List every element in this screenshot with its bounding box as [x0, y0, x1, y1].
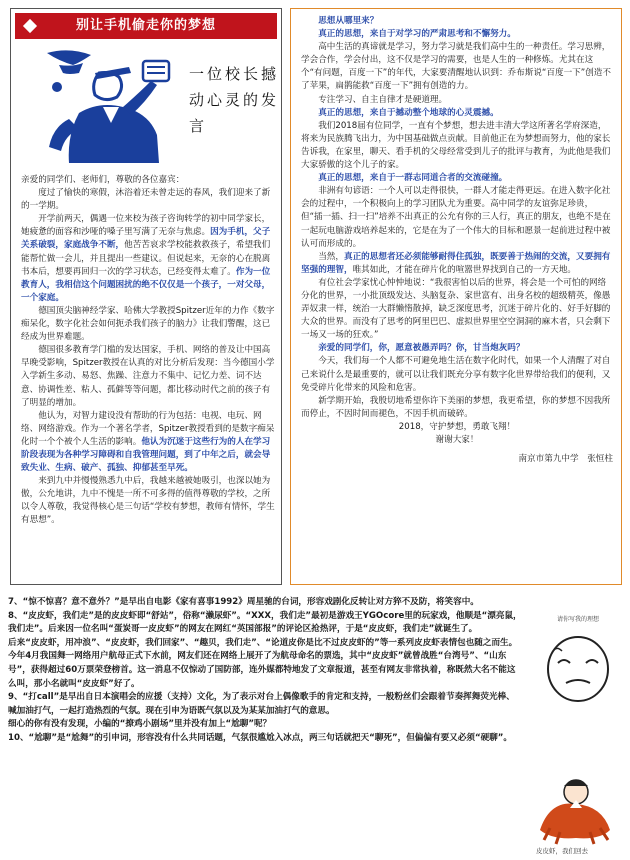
graduate-illustration-icon [39, 43, 189, 171]
shrimp-meme-box [530, 770, 622, 858]
paragraph [21, 213, 277, 305]
glossary-item: 8、“皮皮虾，我们走”是的皮皮虾即“舒站”，俗称“濑尿虾”。“XXX，我们走”最初是游戏王YGOcore里的玩家戏，他顺是“漂亮鼠，我们走”。后来因一位名叫“蛋炭哥一皮皮虾”的网友在网红“英国部报”的评论区抢热评，于是“皮皮虾，我们走”就诞生了。 [8, 610, 522, 635]
closing-line: 谢谢大家！ [435, 435, 479, 445]
section-heading: 思想从哪里来？ [318, 16, 379, 26]
headline: 一位校长撼动心灵的发言 [189, 65, 280, 135]
highlight-text: 真正的思想者还必须能够耐得住孤独，既要善于热闹的交流，又要拥有坚强的理智， [301, 251, 611, 275]
closing-line: 2018，守护梦想，勇敢飞翔！ [398, 421, 516, 432]
banner-title: 别让手机偷走你的梦想 [75, 18, 216, 33]
paragraph-text: 唯其如此，才能在碎片化的喧嚣世界找到自己的一方天地。 [352, 264, 577, 275]
title-banner [15, 13, 277, 39]
meme-face-box [536, 614, 620, 710]
speech-body-left [21, 174, 277, 528]
glossary-item: 后来“皮皮虾，用冲浪”、“皮皮虾，我们回家”、“趣贝，我们走”、“论道皮你是比不过皮皮虾的”等一系列皮皮虾表情包也随之而生。 [8, 637, 518, 648]
paragraph-text: 开学前两天，偶遇一位来校为孩子咨询转学的初中同学家长，她疲惫的面容和沙哑的嗓子里写满了无奈与焦虑。 [21, 214, 271, 238]
paragraph: 度过了愉快的寒假，沐浴着还未曾走远的春风，我们迎来了新的一学期。 [21, 188, 271, 212]
paragraph [21, 410, 277, 475]
paragraph: 来到九中并慢慢熟悉九中后，我越来越被她吸引，也深以她为傲，公允地讲，九中不愧是一所不可多得的值得尊敬的学校，之所以令人尊敬，我觉得核心是三句话“学校有梦想，教师有情怀，学生有思想”。 [21, 476, 275, 526]
meme-face-icon [536, 623, 620, 707]
diamond-icon [23, 19, 37, 33]
shrimp-caption: 皮皮虾，我们回去 [536, 847, 588, 855]
highlight-text: 因为手机，父子关系破裂，家庭战争不断， [21, 227, 271, 251]
paragraph: 德国很多教育学门槛的发达国家，手机、网络的普及让中国高早晚受影响，Spitzer教授在认真的对比分析后发现：当今德国小学入学新生多动、易怒、焦躁、注意力不集中、记忆力差、词不达意、协调性差、粘人、孤僻等等问题，都比移动时代之前的孩子有了明显的增加。 [21, 345, 275, 408]
face-caption: 请你写我的理想 [556, 616, 599, 623]
glossary-item: 10、“尬聊”是“尬舞”的引申词，形容没有什么共同话题，气氛很尴尬入冰点，两三句话就把天“聊死”，但偏偏有要又必须“硬聊”。 [8, 732, 513, 743]
section-heading: 真正的思想，来自于对学习的严肃思考和不懈努力。 [318, 29, 516, 40]
paragraph: 我们2018届有位同学，一直有个梦想，想去进丰清大学这所著名学府深造，将来为民族腾飞出力，为中国基础做点贡献。目前他正在为梦想而努力，他的家长告诉我，在家里，聊天、看手机的父母经常受到儿子的批评与教育，为此他是我们大家骄傲的这个儿子的家。 [301, 120, 611, 171]
paragraph: 今天，我们每一个人都不可避免地生活在数字化时代，如果一个人清醒了对自己来说什么是最重要的，就可以让我们既充分享有数字化世界带给我们的便利，又免受碎片化带来的风险和危害。 [301, 356, 611, 393]
glossary-item: 7、“惊不惊喜？意不意外？”是早出自电影《家有喜事1992》周星驰的台词，形容戏剧化反转让对方猝不及防，将笑容中。 [8, 597, 479, 607]
paragraph: 有位社会学家忧心忡忡地说：“我很害怕以后的世界，将会是一个可怕的网络分化的世界，一小批顶级发达、头脑复杂、家世富有、出身名校的超级精英，像愚弄奴隶一样，统治一大群懒惰散掉，缺乏深度思考，沉迷于碎片化的、好手好脚的大众的世界。而没有了思考的阿里巴巴、虚拟世界里空空洞洞的麻木者，只会剩下一场又一场的狂欢。” [301, 277, 611, 341]
paragraph: 非洲有句谚语：一个人可以走得很快，一群人才能走得更远。在进入数字化社会的过程中，一个积极向上的学习团队尤为重要。高中同学的友谊弥足珍贵，但“插一插、扫一扫”培养不出真正的公允有你的三人行，真正的朋友，也绝不是在一起玩电脑游戏培养起来的，它是在为了一个伟大的目标和愿景一起前进过程中被认可而形成的。 [301, 186, 611, 249]
glossary-item: 细心的你有没有发现，小编的“撩鸡小剧场”里并没有加上“尬聊”呢？ [8, 719, 272, 730]
greeting: 亲爱的同学们、老师们，尊敬的各位嘉宾： [21, 175, 185, 185]
glossary-notes [8, 596, 523, 746]
paragraph-text: 他认为，对智力建设没有帮助的行为包括：电视、电玩、网络、网络游戏。作为一个著名学者，Spitzer教授看到的是数字痴呆化时一个个被个人生活的影响。 [21, 410, 275, 447]
signature: 南京市第九中学 张恒柱 [518, 454, 613, 465]
paragraph [301, 251, 613, 277]
paragraph: 高中生活的真谛就是学习，努力学习就是我们高中生的一种责任。学习思辨，学会合作，学会付出，这不仅是学习的需要，也是人生的一种修炼。尤其在这个“有问题，百度一下”的年代，大家要清醒地认识到：乔布斯说“百度一下”创造不了苹果，扁鹊能救“百度一下”拥有创造的力。 [301, 42, 611, 92]
glossary-item: 9、“打call”是早出自日本演唱会的应援（支持）文化，为了表示对台上偶像歌手的肯定和支持，一般粉丝们会跟着节奏挥舞荧光棒、喊加油打气，一起打造热烈的气氛。现在引申为语既气氛以及为某某加油打气的意思。 [8, 692, 515, 716]
speech-right-column [290, 8, 622, 585]
paragraph: 新学期开始，我殷切地希望你许下美丽的梦想，我更希望，你的梦想不因我所而停止，不因时间而褪色，不因手机而破碎。 [301, 395, 611, 419]
paragraph-text: 他苦苦哀求学校能救救孩子，希望我们能帮忙做一会儿，并且提出一些建议。但说起来，无奈的心在脱离书本后，想要再回归一次的学习状态，已经变得太难了。 [21, 240, 271, 277]
shrimp-icon [530, 770, 622, 846]
section-heading: 亲爱的同学们，你，愿意被愚弄吗？你，甘当炮灰吗？ [318, 343, 525, 354]
glossary-item: 今年4月我国舞一网络用户航母正式下水前，网友们还在网络上展开了为航母命名的票选，其中“皮皮虾”就曾战胜“台湾号”、“山东号”，获得超过60万票荣登榜首。这一消息不仅惊动了国防部，连外媒都特地发了文章报道，甚至有网友非常执着，称既然大名不能这么叫，那小名就叫“皮皮虾”好了。 [8, 651, 516, 689]
highlight-text: 作为一位教育人，我相信这个问题困扰的绝不仅仅是一个孩子，一对父母，一个家庭。 [21, 266, 271, 303]
speech-body-right [301, 15, 613, 466]
speech-left-column [10, 8, 282, 585]
paragraph: 专注学习、自主自律才是硬道理。 [318, 94, 448, 105]
paragraph: 德国顶尖脑神经学家、哈佛大学教授Spitzer近年的力作《数字痴呆化，数字化社会如何扼杀我们孩子的脑力》让我们警醒，这已经成为世界难题。 [21, 305, 275, 343]
paragraph-text: 当然， [318, 251, 344, 262]
highlight-text: 他认为沉迷于这些行为的人在学习阶段表现为各种学习障碍和自我管理问题，到了中年之后，就会导致失业、生病、破产、孤独、抑郁甚至早死。 [21, 436, 271, 474]
section-heading: 真正的思想，来自于撼动整个地球的心灵震撼。 [318, 107, 499, 118]
section-heading: 真正的思想，来自于一群志同道合者的交流碰撞。 [318, 173, 508, 184]
